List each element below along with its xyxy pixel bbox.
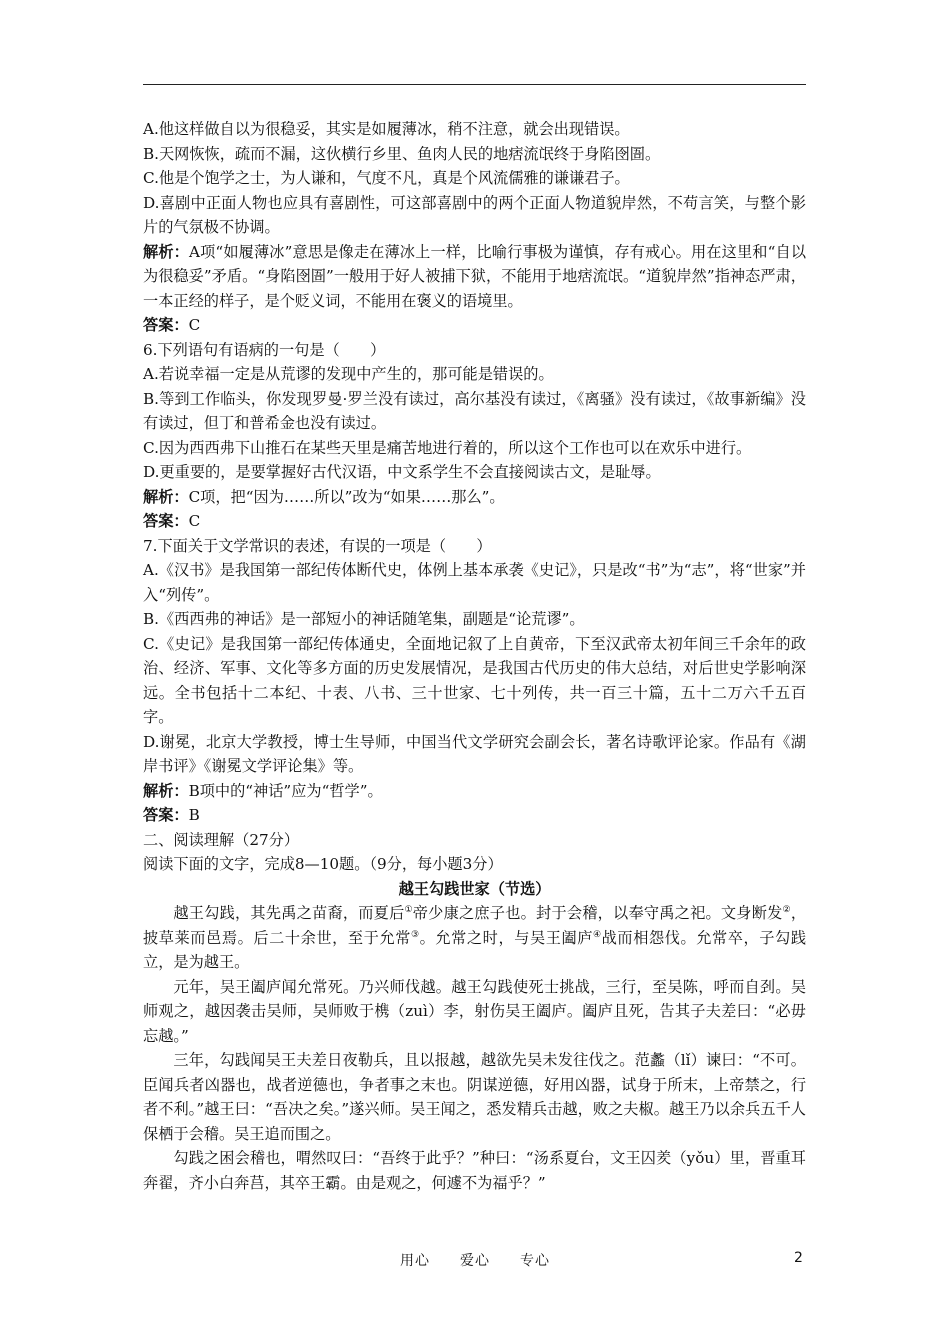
q7-analysis <box>143 779 806 804</box>
answer-label: 答案： <box>143 316 189 334</box>
q5-option-b: B.天网恢恢，疏而不漏，这伙横行乡里、鱼肉人民的地痞流氓终于身陷囹圄。 <box>143 144 661 163</box>
page-number: 2 <box>794 1250 803 1266</box>
answer-text: B <box>188 806 200 824</box>
analysis-label: 解析： <box>143 242 189 261</box>
passage-title: 越王勾践世家（节选） <box>398 879 551 898</box>
q7-option-d: D.谢冕，北京大学教授，博士生导师，中国当代文学研究会副会长，著名诗歌评论家。作品有《湖岸书评》《谢冕文学评论集》等。 <box>143 732 806 775</box>
q7-answer <box>143 803 806 828</box>
passage-text: 帝少康之庶子也。封于会稽，以奉守禹之祀。文身断发 <box>412 904 783 922</box>
answer-text: C <box>188 512 201 530</box>
analysis-label: 解析： <box>143 487 189 506</box>
passage-paragraph-1 <box>143 901 806 975</box>
passage-text: 。允常之时，与吴王阖庐 <box>419 928 594 947</box>
q6-option-a: A.若说幸福一定是从荒谬的发现中产生的，那可能是错误的。 <box>143 365 554 383</box>
answer-label: 答案： <box>143 512 189 530</box>
section-heading: 二、阅读理解（27分） <box>143 830 300 849</box>
q5-option-d: D.喜剧中正面人物也应具有喜剧性，可这部喜剧中的两个正面人物道貌岸然，不苟言笑，与整个影片的气氛极不协调。 <box>143 193 806 236</box>
passage-paragraph-3: 三年，勾践闻吴王夫差日夜勒兵，且以报越，越欲先吴未发往伐之。范蠡（lǐ）谏曰：“不可。臣闻兵者凶器也，战者逆德也，争者事之末也。阴谋逆德，好用凶器，试身于所末，上帝禁之，行者不利。”越王曰：“吾决之矣。”遂兴师。吴王闻之，悉发精兵击越，败之夫椒。越王乃以余兵五千人保栖于会稽。吴王追而围之。 <box>143 1051 806 1143</box>
q7-option-c: C.《史记》是我国第一部纪传体通史，全面地记叙了上自黄帝，下至汉武帝太初年间三千余年的政治、经济、军事、文化等多方面的历史发展情况，是我国古代历史的伟大总结，对后世史学影响深远。全书包括十二本纪、十表、八书、三十世家、七十列传，共一百三十篇，五十二万六千五百字。 <box>143 634 806 726</box>
passage-paragraph-2: 元年，吴王阖庐闻允常死。乃兴师伐越。越王勾践使死士挑战，三行，至吴陈，呼而自刭。吴师观之，越因袭击吴师，吴师败于槜（zuì）李，射伤吴王阖庐。阖庐且死，告其子夫差曰：“必毋忘越。” <box>143 977 806 1045</box>
answer-text: C <box>188 316 201 334</box>
section-instruction: 阅读下面的文字，完成8—10题。（9分，每小题3分） <box>143 855 503 873</box>
header-rule <box>143 84 806 85</box>
q7-option-a: A.《汉书》是我国第一部纪传体断代史，体例上基本承袭《史记》，只是改“书”为“志”，将“世家”并入“列传”。 <box>143 561 806 604</box>
q7-option-b: B.《西西弗的神话》是一部短小的神话随笔集，副题是“论荒谬”。 <box>143 610 585 628</box>
passage-text: ，披草莱而邑焉。后二十余世，至于允常 <box>143 904 807 947</box>
analysis-text: C项，把“因为……所以”改为“如果……那么”。 <box>188 487 505 506</box>
analysis-label: 解析： <box>143 781 189 800</box>
q6-option-d: D.更重要的，是要掌握好古代汉语，中文系学生不会直接阅读古文，是耻辱。 <box>143 463 661 481</box>
passage-text: 越王勾践，其先禹之苗裔，而夏后 <box>173 904 405 922</box>
footer-motto: 用心 爱心 专心 <box>400 1253 550 1269</box>
q6-answer <box>143 509 806 534</box>
footnote-marker: ② <box>782 904 791 915</box>
q6-stem: 6.下列语句有语病的一句是（ ） <box>143 340 386 359</box>
passage-text: 战而相怨伐。允常卒，子勾践立，是为越王。 <box>143 928 807 971</box>
q6-option-c: C.因为西西弗下山推石在某些天里是痛苦地进行着的，所以这个工作也可以在欢乐中进行。 <box>143 438 752 457</box>
page-content <box>143 117 806 1195</box>
q5-option-c: C.他是个饱学之士，为人谦和，气度不凡，真是个风流儒雅的谦谦君子。 <box>143 169 630 187</box>
footnote-marker: ① <box>404 904 413 915</box>
q5-analysis <box>143 240 806 314</box>
footnote-marker: ③ <box>410 929 420 940</box>
analysis-text: B项中的“神话”应为“哲学”。 <box>188 781 383 800</box>
q6-analysis <box>143 485 806 510</box>
analysis-text: A项“如履薄冰”意思是像走在薄冰上一样，比喻行事极为谨慎，存有戒心。用在这里和“自以为很稳妥”矛盾。“身陷囹圄”一般用于好人被捕下狱，不能用于地痞流氓。“道貌岸然”指神态严肃，一本正经的样子，是个贬义词，不能用在褒义的语境里。 <box>143 242 807 310</box>
q5-option-a: A.他这样做自以为很稳妥，其实是如履薄冰，稍不注意，就会出现错误。 <box>143 120 630 138</box>
q5-answer <box>143 313 806 338</box>
q6-option-b: B.等到工作临头，你发现罗曼·罗兰没有读过，高尔基没有读过，《离骚》没有读过，《故事新编》没有读过，但丁和普希金也没有读过。 <box>143 389 806 432</box>
passage-paragraph-4: 勾践之困会稽也，喟然叹曰：“吾终于此乎？”种曰：“汤系夏台，文王囚羑（yǒu）里，晋重耳奔翟，齐小白奔莒，其卒王霸。由是观之，何遽不为福乎？” <box>143 1149 806 1192</box>
footnote-marker: ④ <box>593 929 602 940</box>
answer-label: 答案： <box>143 806 189 824</box>
q7-stem: 7.下面关于文学常识的表述，有误的一项是（ ） <box>143 536 492 555</box>
